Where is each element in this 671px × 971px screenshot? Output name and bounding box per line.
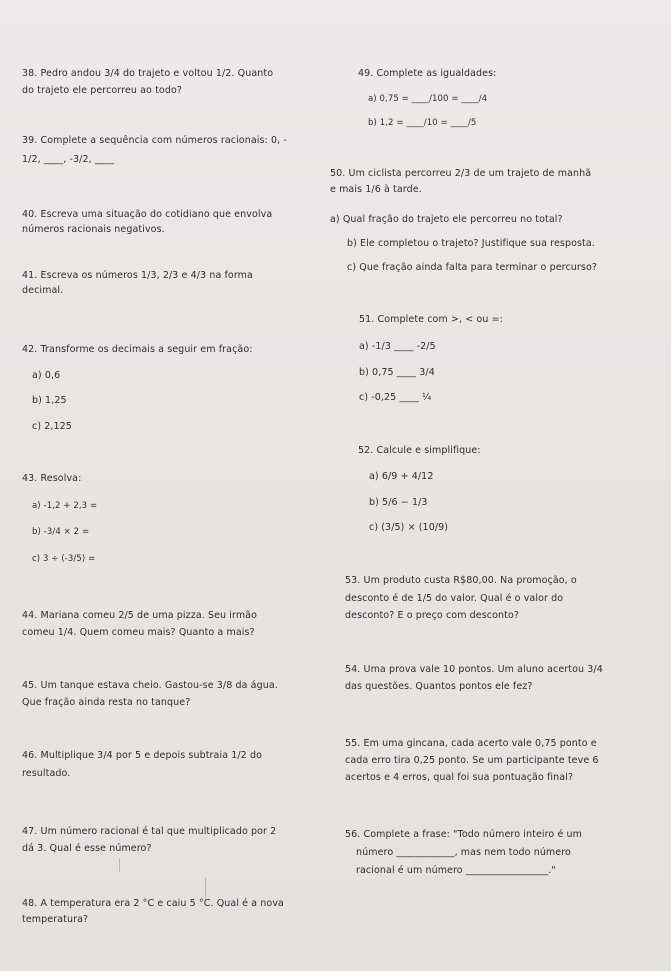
q45-line1: 45. Um tanque estava cheio. Gastou-se 3/8 da água. bbox=[22, 680, 278, 691]
q48-line1: 48. A temperatura era 2 °C e caiu 5 °C. Qual é a nova bbox=[22, 898, 284, 909]
q44-line2: comeu 1/4. Quem comeu mais? Quanto a mais? bbox=[22, 627, 255, 638]
q39-line2: 1/2, ____, -3/2, ____ bbox=[22, 154, 115, 165]
q45-line2: Que fração ainda resta no tanque? bbox=[22, 697, 191, 708]
q42-title: 42. Transforme os decimais a seguir em fração: bbox=[22, 344, 253, 355]
q56-line2: número ____________, mas nem todo número bbox=[356, 847, 571, 858]
q55-line2: cada erro tira 0,25 ponto. Se um participante teve 6 bbox=[345, 755, 599, 766]
q43-item-c: c) 3 ÷ (-3/5) = bbox=[32, 554, 96, 564]
q49-item-b: b) 1,2 = ____/10 = ____/5 bbox=[368, 118, 477, 128]
q49-title: 49. Complete as igualdades: bbox=[358, 68, 497, 79]
q52-title: 52. Calcule e simplifique: bbox=[358, 445, 481, 456]
q48-line2: temperatura? bbox=[22, 914, 89, 925]
q50-line2: e mais 1/6 à tarde. bbox=[330, 184, 422, 195]
q51-item-a: a) -1/3 ____ -2/5 bbox=[359, 341, 436, 352]
q43-title: 43. Resolva: bbox=[22, 473, 82, 484]
q50-item-b: b) Ele completou o trajeto? Justifique sua resposta. bbox=[347, 238, 595, 249]
q51-item-b: b) 0,75 ____ 3/4 bbox=[359, 367, 435, 378]
q51-item-c: c) -0,25 ____ ¼ bbox=[359, 392, 432, 403]
q40-line1: 40. Escreva uma situação do cotidiano que envolva bbox=[22, 209, 273, 220]
q43-item-b: b) -3/4 × 2 = bbox=[32, 527, 90, 537]
q40-line2: números racionais negativos. bbox=[22, 224, 165, 235]
q38-line1: 38. Pedro andou 3/4 do trajeto e voltou 1/2. Quanto bbox=[22, 68, 274, 79]
pen-mark bbox=[205, 878, 206, 900]
q53-line3: desconto? E o preço com desconto? bbox=[345, 610, 520, 621]
q46-line2: resultado. bbox=[22, 768, 71, 779]
q55-line1: 55. Em uma gincana, cada acerto vale 0,75 ponto e bbox=[345, 738, 597, 749]
q42-item-c: c) 2,125 bbox=[32, 421, 72, 432]
q52-item-a: a) 6/9 + 4/12 bbox=[369, 471, 434, 482]
q42-item-b: b) 1,25 bbox=[32, 395, 67, 406]
q55-line3: acertos e 4 erros, qual foi sua pontuação final? bbox=[345, 772, 574, 783]
q54-line1: 54. Uma prova vale 10 pontos. Um aluno acertou 3/4 bbox=[345, 664, 603, 675]
q54-line2: das questões. Quantos pontos ele fez? bbox=[345, 681, 533, 692]
q56-line1: 56. Complete a frase: "Todo número inteiro é um bbox=[345, 829, 582, 840]
q44-line1: 44. Mariana comeu 2/5 de uma pizza. Seu irmão bbox=[22, 610, 258, 621]
q56-line3: racional é um número _________________." bbox=[356, 865, 556, 876]
q51-title: 51. Complete com >, < ou =: bbox=[359, 314, 503, 325]
q53-line2: desconto é de 1/5 do valor. Qual é o valor do bbox=[345, 593, 564, 604]
q50-item-c: c) Que fração ainda falta para terminar o percurso? bbox=[347, 262, 598, 273]
q50-item-a: a) Qual fração do trajeto ele percorreu no total? bbox=[330, 214, 563, 225]
q50-line1: 50. Um ciclista percorreu 2/3 de um trajeto de manhã bbox=[330, 168, 592, 179]
q41-line2: decimal. bbox=[22, 285, 64, 296]
q49-item-a: a) 0,75 = ____/100 = ____/4 bbox=[368, 94, 488, 104]
q52-item-b: b) 5/6 − 1/3 bbox=[369, 497, 428, 508]
q46-line1: 46. Multiplique 3/4 por 5 e depois subtraia 1/2 do bbox=[22, 750, 262, 761]
q47-line2: dá 3. Qual é esse número? bbox=[22, 843, 152, 854]
q39-line1: 39. Complete a sequência com números racionais: 0, - bbox=[22, 135, 287, 146]
pen-mark bbox=[119, 858, 120, 872]
q52-item-c: c) (3/5) × (10/9) bbox=[369, 522, 449, 533]
q38-line2: do trajeto ele percorreu ao todo? bbox=[22, 85, 183, 96]
q47-line1: 47. Um número racional é tal que multiplicado por 2 bbox=[22, 826, 277, 837]
q42-item-a: a) 0,6 bbox=[32, 370, 61, 381]
q43-item-a: a) -1,2 + 2,3 = bbox=[32, 501, 98, 511]
q41-line1: 41. Escreva os números 1/3, 2/3 e 4/3 na forma bbox=[22, 270, 253, 281]
q53-line1: 53. Um produto custa R$80,00. Na promoção, o bbox=[345, 575, 577, 586]
